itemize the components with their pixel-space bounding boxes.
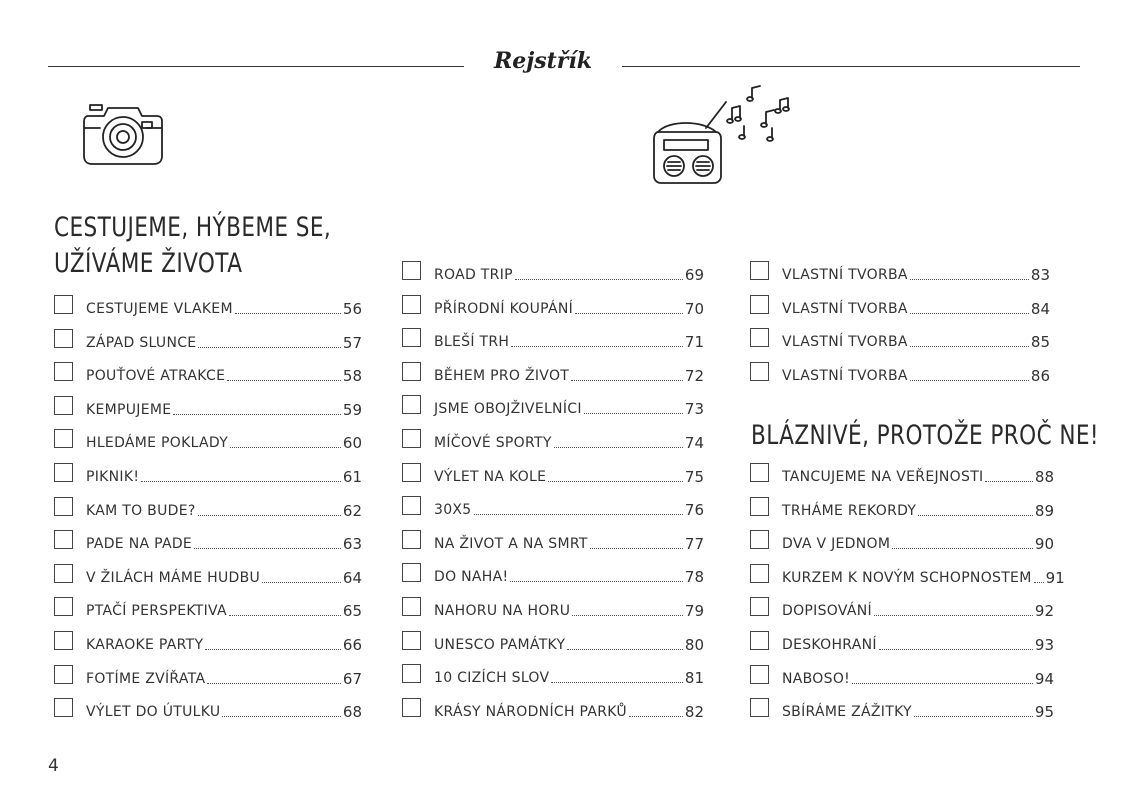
checkbox-icon[interactable]	[750, 698, 769, 717]
entry-label: KURZEM K NOVÝM SCHOPNOSTEM	[782, 569, 1032, 586]
index-entry	[402, 595, 704, 621]
index-entry	[54, 696, 362, 722]
header-rule-right	[622, 66, 1080, 67]
entry-line	[782, 595, 1054, 619]
dot-leader	[554, 447, 683, 448]
entry-label: KAM TO BUDE?	[86, 502, 196, 519]
entry-page-number: 68	[342, 703, 362, 722]
section-title-line-1: CESTUJEME, HÝBEME SE,	[54, 212, 332, 243]
entry-page-number: 92	[1034, 602, 1054, 621]
checkbox-icon[interactable]	[54, 429, 73, 448]
index-entry	[54, 293, 362, 319]
dot-leader	[910, 279, 1029, 280]
entry-line	[86, 629, 362, 653]
checkbox-icon[interactable]	[750, 362, 769, 381]
index-entry	[402, 259, 704, 285]
entry-label: VÝLET NA KOLE	[434, 468, 547, 485]
entry-page-number: 60	[342, 434, 362, 453]
entry-label: TANCUJEME NA VEŘEJNOSTI	[782, 469, 984, 485]
dot-leader	[227, 380, 341, 381]
checkbox-icon[interactable]	[54, 597, 73, 616]
entry-label: 30X5	[434, 502, 472, 519]
checkbox-icon[interactable]	[54, 396, 73, 415]
entry-label: VLASTNÍ TVORBA	[782, 300, 908, 317]
dot-leader	[910, 346, 1029, 347]
entry-label: VLASTNÍ TVORBA	[782, 267, 908, 283]
section-title-line-2: UŽÍVÁME ŽIVOTA	[54, 248, 243, 279]
entry-label: NAHORU NA HORU	[434, 603, 571, 619]
dot-leader	[229, 615, 341, 616]
page-number: 4	[48, 756, 59, 776]
entry-page-number: 72	[684, 366, 704, 385]
entry-label: KRÁSY NÁRODNÍCH PARKŮ	[434, 703, 627, 720]
checkbox-icon[interactable]	[750, 463, 769, 482]
entry-line	[86, 394, 362, 418]
entry-label: BLEŠÍ TRH	[434, 334, 510, 351]
dot-leader	[879, 649, 1033, 650]
section-title-crazy-text: BLÁZNIVÉ, PROTOŽE PROČ NE!	[751, 420, 1099, 451]
radio-icon	[648, 80, 798, 190]
index-entry	[750, 461, 1054, 487]
entry-page-number: 88	[1034, 468, 1054, 486]
dot-leader	[567, 649, 683, 650]
entry-line	[434, 662, 704, 686]
entry-page-number: 84	[1030, 299, 1050, 318]
dot-leader	[874, 615, 1033, 616]
entry-page-number: 56	[342, 300, 362, 318]
checkbox-icon[interactable]	[402, 664, 421, 683]
entry-page-number: 95	[1034, 703, 1054, 722]
dot-leader	[629, 716, 683, 717]
entry-line	[434, 427, 704, 451]
entry-page-number: 80	[684, 635, 704, 654]
checkbox-icon[interactable]	[402, 261, 421, 280]
index-entry	[750, 629, 1054, 655]
entry-line	[434, 393, 704, 417]
checkbox-icon[interactable]	[750, 328, 769, 347]
entry-label: DOPISOVÁNÍ	[782, 603, 872, 620]
header-rule-left	[48, 66, 464, 67]
entry-page-number: 86	[1030, 366, 1050, 385]
checkbox-icon[interactable]	[750, 564, 769, 583]
dot-leader	[198, 347, 340, 348]
entry-label: UNESCO PAMÁTKY	[434, 636, 566, 653]
entry-line	[782, 629, 1054, 653]
checkbox-icon[interactable]	[750, 597, 769, 616]
index-entry	[402, 393, 704, 419]
index-entry	[750, 595, 1054, 621]
index-entry	[54, 327, 362, 353]
dot-leader	[551, 682, 683, 683]
dot-leader	[985, 481, 1032, 482]
entry-page-number: 75	[684, 467, 704, 486]
entry-line	[434, 595, 704, 619]
index-entry	[750, 663, 1054, 689]
index-entry	[54, 495, 362, 521]
dot-leader	[918, 515, 1033, 516]
entry-label: PŘÍRODNÍ KOUPÁNÍ	[434, 300, 574, 317]
dot-leader	[914, 716, 1033, 717]
entry-page-number: 73	[684, 400, 704, 419]
checkbox-icon[interactable]	[402, 698, 421, 717]
entry-line	[86, 461, 362, 485]
index-entry	[750, 696, 1054, 722]
dot-leader	[198, 515, 341, 516]
checkbox-icon[interactable]	[750, 295, 769, 314]
index-entry	[402, 629, 704, 655]
dot-leader	[262, 582, 341, 583]
entry-line	[86, 595, 362, 619]
entry-page-number: 78	[684, 568, 704, 587]
checkbox-icon[interactable]	[402, 463, 421, 482]
index-entry	[54, 461, 362, 487]
index-entry	[750, 259, 1050, 285]
entry-page-number: 83	[1030, 266, 1050, 284]
index-entry	[750, 326, 1050, 352]
entry-line	[86, 427, 362, 451]
entry-line	[434, 293, 704, 317]
entry-line	[86, 360, 362, 384]
entry-label: PIKNIK!	[86, 469, 140, 485]
index-entry	[54, 427, 362, 453]
index-entry	[54, 360, 362, 386]
entry-line	[86, 663, 362, 687]
entry-line	[782, 562, 1065, 587]
checkbox-icon[interactable]	[402, 597, 421, 616]
dot-leader	[575, 313, 683, 314]
entry-label: KEMPUJEME	[86, 401, 172, 418]
checkbox-icon[interactable]	[54, 329, 73, 348]
entry-page-number: 94	[1034, 669, 1054, 688]
checkbox-icon[interactable]	[402, 563, 421, 582]
index-entry	[402, 326, 704, 352]
dot-leader	[222, 716, 340, 717]
dot-leader	[194, 548, 341, 549]
checkbox-icon[interactable]	[750, 665, 769, 684]
entry-line	[434, 528, 704, 552]
dot-leader	[173, 414, 341, 415]
checkbox-icon[interactable]	[402, 295, 421, 314]
entry-page-number: 90	[1034, 535, 1054, 554]
entry-line	[434, 494, 704, 518]
index-entry	[750, 528, 1054, 554]
index-entry	[402, 561, 704, 587]
entry-label: VLASTNÍ TVORBA	[782, 334, 908, 351]
entry-page-number: 85	[1030, 333, 1050, 352]
entry-label: POUŤOVÉ ATRAKCE	[86, 368, 226, 385]
entry-page-number: 67	[342, 669, 362, 688]
entry-line	[434, 629, 704, 653]
dot-leader	[852, 683, 1033, 684]
entry-label: DESKOHRANÍ	[782, 637, 877, 653]
entry-label: DO NAHA!	[434, 569, 509, 586]
entry-page-number: 74	[684, 434, 704, 452]
checkbox-icon[interactable]	[54, 698, 73, 717]
dot-leader	[511, 346, 683, 347]
entry-page-number: 89	[1034, 501, 1054, 520]
section-title-travel	[54, 210, 331, 282]
entry-page-number: 76	[684, 501, 704, 520]
dot-leader	[1034, 582, 1044, 583]
index-entry	[750, 360, 1050, 386]
entry-label: VLASTNÍ TVORBA	[782, 367, 908, 384]
dot-leader	[892, 548, 1033, 549]
checkbox-icon[interactable]	[402, 362, 421, 381]
checkbox-icon[interactable]	[750, 631, 769, 650]
entry-line	[434, 326, 704, 350]
entry-label: KARAOKE PARTY	[86, 637, 204, 653]
index-entry	[402, 662, 704, 688]
entry-label: ROAD TRIP	[434, 267, 513, 283]
entry-label: CESTUJEME VLAKEM	[86, 301, 233, 317]
entry-line	[782, 259, 1050, 283]
entry-line	[86, 696, 362, 720]
entry-line	[434, 360, 704, 384]
entry-label: SBÍRÁME ZÁŽITKY	[782, 704, 912, 721]
dot-leader	[205, 649, 341, 650]
entry-page-number: 64	[342, 568, 362, 587]
entry-page-number: 57	[342, 333, 362, 352]
entry-line	[782, 495, 1054, 519]
index-entry	[54, 663, 362, 689]
entry-line	[782, 326, 1050, 350]
checkbox-icon[interactable]	[54, 463, 73, 482]
entry-page-number: 66	[342, 636, 362, 654]
index-entry	[54, 562, 362, 588]
checkbox-icon[interactable]	[54, 530, 73, 549]
entry-label: BĚHEM PRO ŽIVOT	[434, 367, 570, 384]
dot-leader	[910, 313, 1029, 314]
entry-page-number: 79	[684, 602, 704, 620]
index-entry	[402, 494, 704, 520]
entry-page-number: 58	[342, 367, 362, 386]
checkbox-icon[interactable]	[402, 631, 421, 650]
entry-label: V ŽILÁCH MÁME HUDBU	[86, 569, 261, 586]
entry-page-number: 81	[684, 669, 704, 688]
entry-page-number: 70	[684, 299, 704, 318]
dot-leader	[515, 279, 683, 280]
index-entry	[54, 629, 362, 655]
entry-line	[86, 327, 362, 351]
entry-line	[434, 561, 704, 585]
entry-line	[782, 663, 1054, 687]
entry-line	[434, 461, 704, 485]
dot-leader	[584, 413, 683, 414]
checkbox-icon[interactable]	[54, 295, 73, 314]
checkbox-icon[interactable]	[54, 665, 73, 684]
dot-leader	[235, 313, 341, 314]
checkbox-icon[interactable]	[750, 261, 769, 280]
checkbox-icon[interactable]	[750, 497, 769, 516]
index-entry	[402, 293, 704, 319]
entry-line	[782, 528, 1054, 552]
entry-line	[782, 293, 1050, 317]
dot-leader	[474, 514, 683, 515]
entry-line	[434, 696, 704, 720]
entry-label: TRHÁME REKORDY	[782, 502, 917, 519]
checkbox-icon[interactable]	[402, 530, 421, 549]
page-title: Rejstřík	[494, 48, 592, 74]
dot-leader	[548, 481, 683, 482]
entry-line	[86, 495, 362, 519]
index-entry	[402, 360, 704, 386]
entry-label: MÍČOVÉ SPORTY	[434, 435, 552, 451]
entry-page-number: 61	[342, 468, 362, 486]
dot-leader	[572, 615, 683, 616]
entry-label: JSME OBOJŽIVELNÍCI	[434, 401, 582, 418]
entry-line	[86, 528, 362, 552]
entry-page-number: 62	[342, 501, 362, 520]
section-title-crazy	[751, 418, 1099, 454]
checkbox-icon[interactable]	[750, 530, 769, 549]
entry-page-number: 93	[1034, 636, 1054, 654]
entry-page-number: 82	[684, 702, 704, 721]
camera-icon	[80, 98, 166, 170]
index-entry	[54, 528, 362, 554]
entry-label: 10 CIZÍCH SLOV	[434, 670, 550, 687]
entry-label: ZÁPAD SLUNCE	[86, 334, 197, 351]
entry-line	[782, 461, 1054, 485]
entry-label: DVA V JEDNOM	[782, 536, 891, 553]
checkbox-icon[interactable]	[402, 429, 421, 448]
index-entry	[750, 495, 1054, 521]
entry-line	[86, 562, 362, 586]
dot-leader	[207, 683, 341, 684]
entry-label: NABOSO!	[782, 670, 851, 687]
index-entry	[750, 293, 1050, 319]
checkbox-icon[interactable]	[402, 395, 421, 414]
index-entry	[402, 427, 704, 453]
entry-line	[782, 360, 1050, 384]
checkbox-icon[interactable]	[54, 564, 73, 583]
entry-label: NA ŽIVOT A NA SMRT	[434, 535, 588, 552]
dot-leader	[510, 581, 682, 582]
index-entry	[402, 461, 704, 487]
entry-page-number: 71	[684, 333, 704, 352]
dot-leader	[590, 548, 683, 549]
index-entry	[402, 528, 704, 554]
checkbox-icon[interactable]	[402, 496, 421, 515]
entry-line	[782, 696, 1054, 720]
entry-label: PTAČÍ PERSPEKTIVA	[86, 603, 227, 620]
dot-leader	[910, 380, 1029, 381]
index-entry	[54, 595, 362, 621]
entry-page-number: 69	[684, 266, 704, 284]
dot-leader	[230, 447, 341, 448]
entry-label: FOTÍME ZVÍŘATA	[86, 670, 206, 687]
entry-page-number: 59	[342, 400, 362, 419]
entry-label: PADE NA PADE	[86, 536, 193, 553]
entry-label: VÝLET DO ÚTULKU	[86, 704, 221, 721]
checkbox-icon[interactable]	[54, 631, 73, 650]
checkbox-icon[interactable]	[54, 362, 73, 381]
entry-label: HLEDÁME POKLADY	[86, 435, 229, 452]
index-entry	[54, 394, 362, 420]
entry-page-number: 77	[684, 534, 704, 553]
entry-page-number: 65	[342, 602, 362, 621]
entry-line	[434, 259, 704, 283]
entry-page-number: 91	[1045, 568, 1065, 587]
dot-leader	[141, 481, 341, 482]
index-entry	[402, 696, 704, 722]
checkbox-icon[interactable]	[54, 497, 73, 516]
dot-leader	[571, 380, 683, 381]
checkbox-icon[interactable]	[402, 328, 421, 347]
entry-page-number: 63	[342, 535, 362, 554]
index-entry	[750, 562, 1065, 588]
entry-line	[86, 293, 362, 317]
